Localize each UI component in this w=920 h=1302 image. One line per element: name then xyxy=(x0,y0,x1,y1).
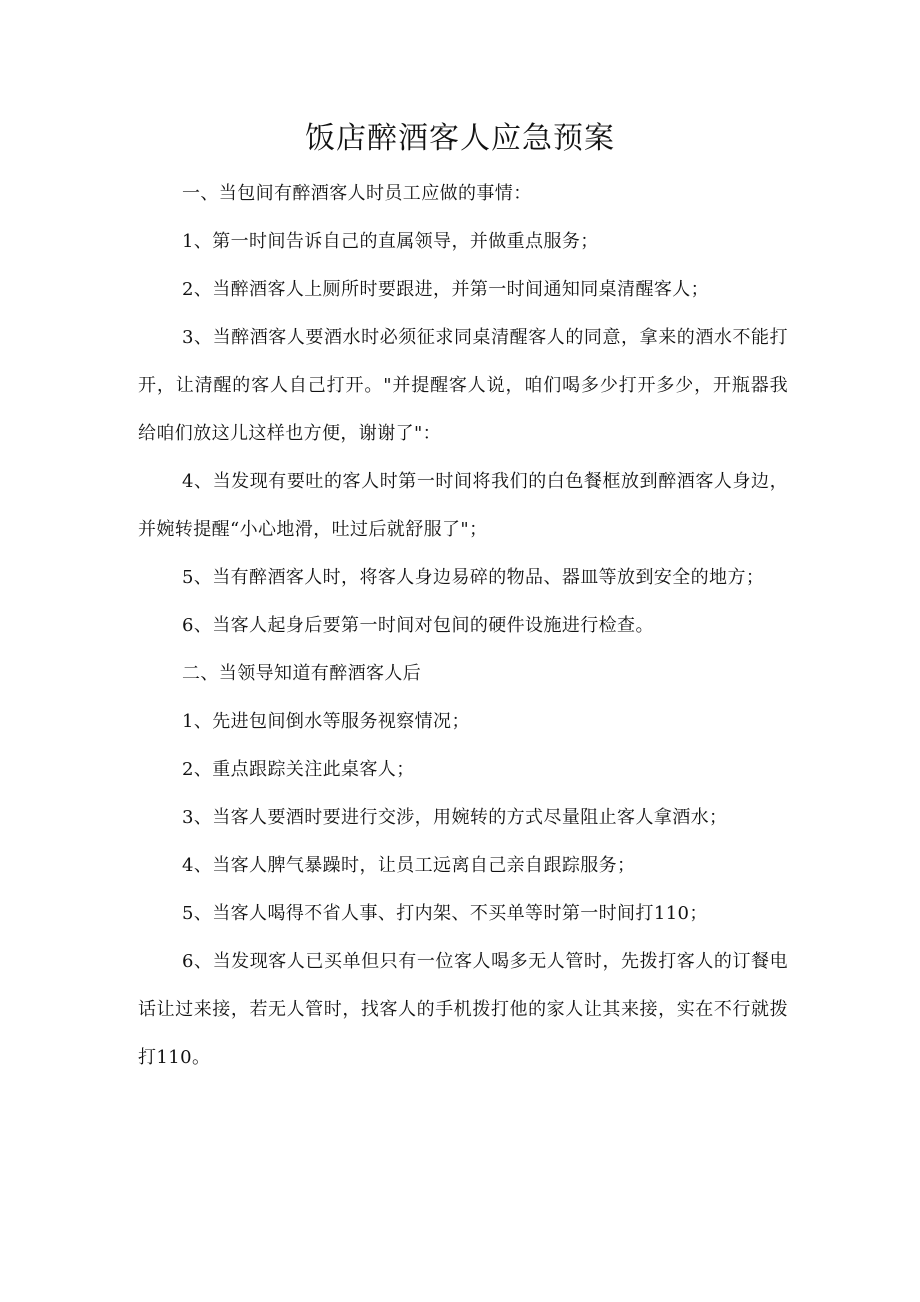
document-body xyxy=(138,170,788,1082)
paragraph-item: 6、当发现客人已买单但只有一位客人喝多无人管时，先拨打客人的订餐电话让过来接，若无人管时，找客人的手机拨打他的家人让其来接，实在不行就拨打110。 xyxy=(138,951,788,1068)
section-heading-2: 二、当领导知道有醉酒客人后 xyxy=(182,663,422,684)
paragraph-item: 5、当客人喝得不省人事、打内架、不买单等时第一时间打110； xyxy=(182,903,708,924)
paragraph-item: 4、当发现有要吐的客人时第一时间将我们的白色餐框放到醉酒客人身边，并婉转提醒“小心地滑，吐过后就舒服了"； xyxy=(138,471,788,540)
paragraph-item: 2、当醉酒客人上厕所时要跟进，并第一时间通知同桌清醒客人； xyxy=(182,279,710,300)
paragraph-item: 4、当客人脾气暴躁时，让员工远离自己亲自跟踪服务； xyxy=(182,855,636,876)
paragraph-item: 3、当客人要酒时要进行交涉，用婉转的方式尽量阻止客人拿酒水； xyxy=(182,807,728,828)
document-title: 饭店醉酒客人应急预案 xyxy=(305,121,615,156)
paragraph-item: 6、当客人起身后要第一时间对包间的硬件设施进行检查。 xyxy=(182,615,654,636)
paragraph-item: 1、第一时间告诉自己的直属领导，并做重点服务； xyxy=(182,231,599,252)
paragraph-item: 5、当有醉酒客人时，将客人身边易碎的物品、器皿等放到安全的地方； xyxy=(182,567,765,588)
paragraph-item: 2、重点跟踪关注此桌客人； xyxy=(182,759,415,780)
section-heading-1: 一、当包间有醉酒客人时员工应做的事情： xyxy=(182,183,532,204)
paragraph-item: 3、当醉酒客人要酒水时必须征求同桌清醒客人的同意，拿来的酒水不能打开，让清醒的客人自己打开。"并提醒客人说，咱们喝多少打开多少，开瓶器我给咱们放这儿这样也方便，谢谢了"： xyxy=(138,327,788,444)
paragraph-item: 1、先进包间倒水等服务视察情况； xyxy=(182,711,470,732)
